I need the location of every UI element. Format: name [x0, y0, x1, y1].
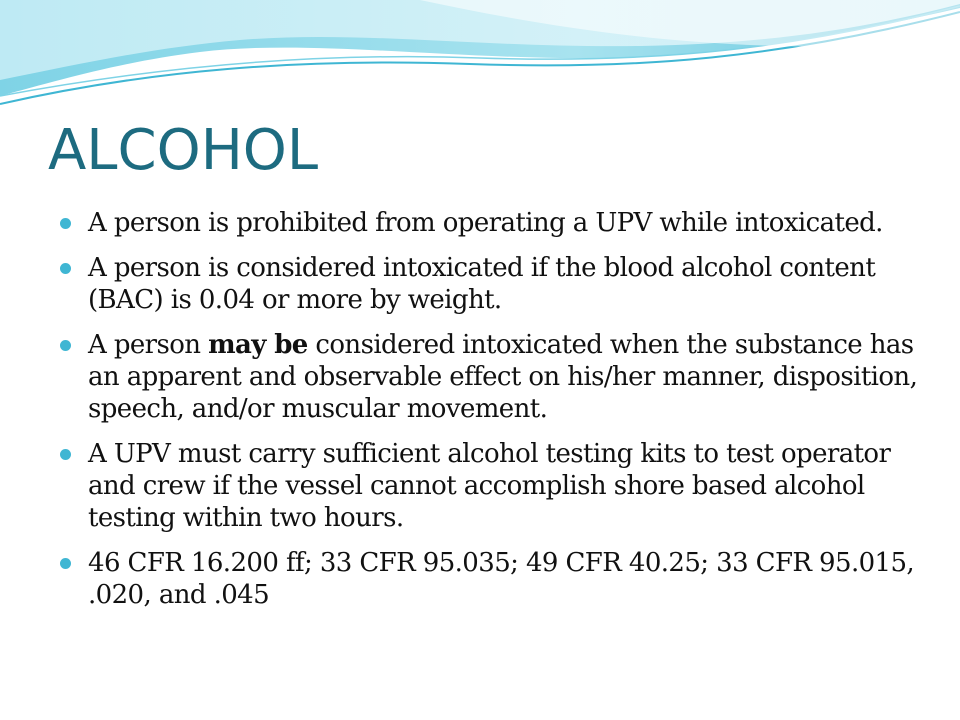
- bullet-list: [60, 207, 920, 624]
- bullet-item: [60, 547, 920, 611]
- bullet-dot-icon: [60, 558, 71, 569]
- bullet-item: [60, 438, 920, 534]
- bullet-text: A person is prohibited from operating a UPV while intoxicated.: [88, 208, 883, 238]
- bullet-dot-icon: [60, 218, 71, 229]
- bullet-dot-icon: [60, 263, 71, 274]
- bullet-item: [60, 207, 920, 239]
- bullet-item: [60, 329, 920, 425]
- bullet-dot-icon: [60, 340, 71, 351]
- bullet-bold-text: may be: [208, 330, 308, 360]
- bullet-text: 46 CFR 16.200 ff; 33 CFR 95.035; 49 CFR 40.25; 33 CFR 95.015, .020, and .045: [88, 548, 915, 610]
- bullet-text-continued: considered intoxicated when the substance has an apparent and observable effect on his/her manner, disposition, speech, and/or muscular movement.: [88, 330, 918, 424]
- bullet-dot-icon: [60, 449, 71, 460]
- header-wave-decoration: [0, 0, 960, 110]
- bullet-item: [60, 252, 920, 316]
- bullet-text: A UPV must carry sufficient alcohol testing kits to test operator and crew if the vessel cannot accomplish shore based alcohol testing within two hours.: [88, 439, 891, 533]
- slide-title: ALCOHOL: [48, 118, 319, 183]
- bullet-text: A person: [88, 330, 209, 360]
- bullet-text: A person is considered intoxicated if the blood alcohol content (BAC) is 0.04 or more by weight.: [88, 253, 876, 315]
